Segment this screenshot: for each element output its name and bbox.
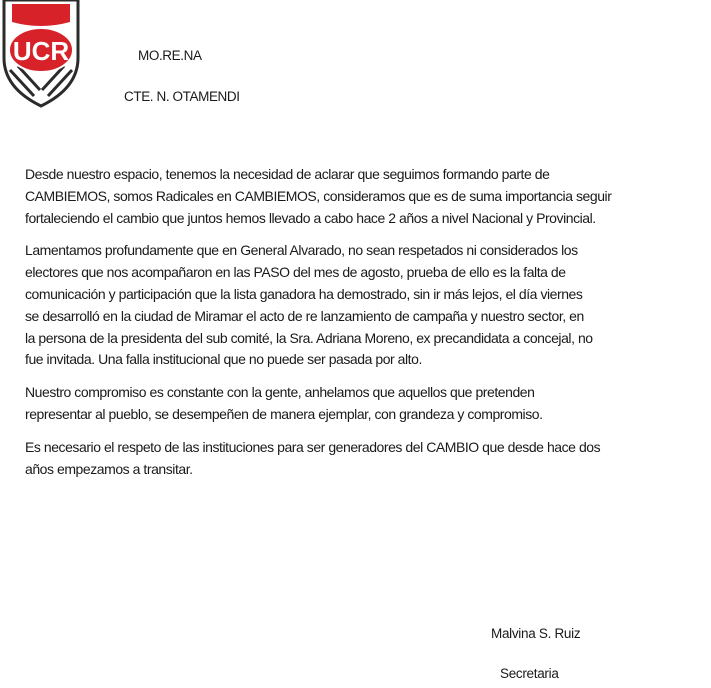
paragraph-line: fue invitada. Una falla institucional que no puede ser pasada por alto. [25,351,422,368]
paragraph-4 [25,437,711,481]
paragraph-line: representar al pueblo, se desempeñen de manera ejemplar, con grandeza y compromiso. [25,405,543,422]
paragraph-line: Lamentamos profundamente que en General Alvarado, no sean respetados ni considerados los [25,242,578,259]
letter-body [25,164,711,491]
paragraph-line: CAMBIEMOS, somos Radicales en CAMBIEMOS, consideramos que es de suma importancia seguir [25,187,612,204]
ucr-logo [0,0,82,108]
paragraph-line: Nuestro compromiso es constante con la gente, anhelamos que aquellos que pretenden [25,384,535,401]
paragraph-line: electores que nos acompañaron en las PASO del mes de agosto, prueba de ello es la falta de [25,264,566,281]
header-line-2: CTE. N. OTAMENDI [124,89,240,104]
paragraph-line: Desde nuestro espacio, tenemos la necesidad de aclarar que seguimos formando parte de [25,166,550,182]
header-line-1: MO.RE.NA [138,48,202,63]
paragraph-3 [25,382,711,426]
signature-name: Malvina S. Ruiz [491,626,581,641]
signature-role: Secretaria [500,666,559,681]
paragraph-1 [25,164,711,229]
paragraph-2 [25,240,711,371]
paragraph-line: años empezamos a transitar. [25,460,193,477]
logo-text: UCR [12,36,70,66]
paragraph-line: se desarrolló en la ciudad de Miramar el acto de re lanzamiento de campaña y nuestro sector, en [25,307,584,324]
paragraph-line: la persona de la presidenta del sub comité, la Sra. Adriana Moreno, ex precandidata a concejal, no [25,329,593,346]
paragraph-line: fortaleciendo el cambio que juntos hemos llevado a cabo hace 2 años a nivel Nacional y Provincial. [25,209,596,226]
paragraph-line: Es necesario el respeto de las instituciones para ser generadores del CAMBIO que desde hace dos [25,438,601,455]
paragraph-line: comunicación y participación que la lista ganadora ha demostrado, sin ir más lejos, el día viernes [25,285,583,302]
